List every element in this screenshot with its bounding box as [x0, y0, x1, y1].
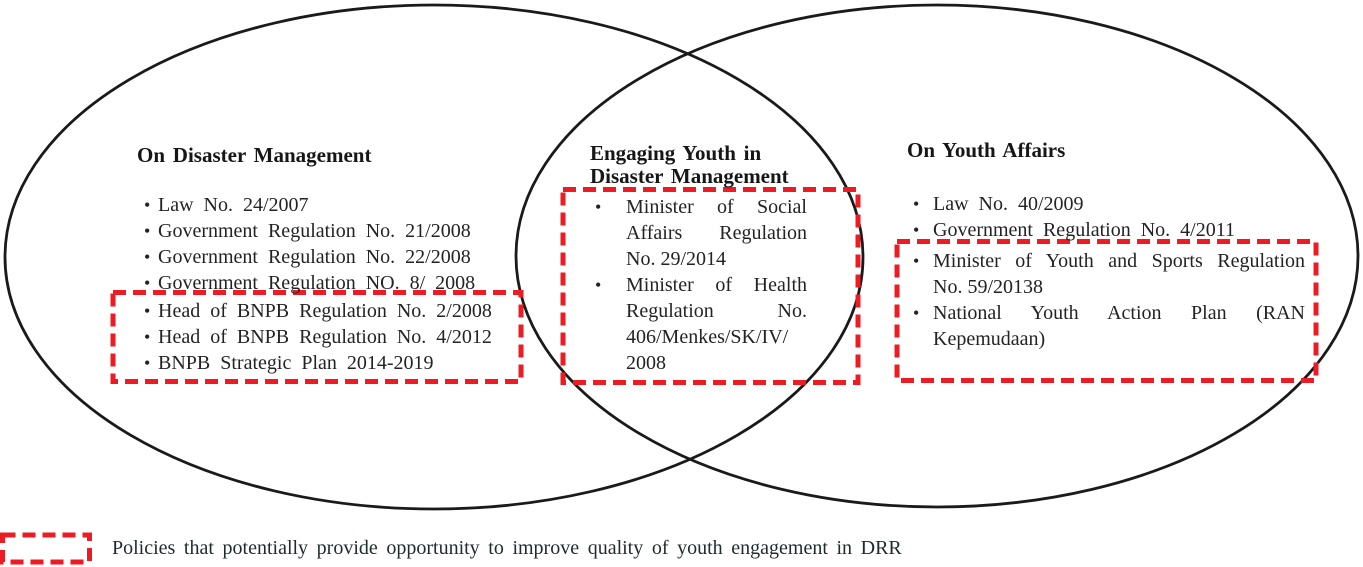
- list-item-text: National Youth Action Plan (RAN Kepemudaan): [933, 302, 1305, 350]
- center-section-title: [590, 142, 825, 188]
- bullet-icon: •: [595, 275, 602, 295]
- bullet-icon: •: [144, 353, 151, 373]
- bullet-icon: •: [144, 221, 151, 241]
- list-item-text: Minister of Youth and Sports Regulation No. 59/20138: [933, 250, 1305, 298]
- bullet-icon: •: [144, 247, 151, 267]
- list-item-highlighted: [595, 272, 807, 376]
- list-item-text: Government Regulation No. 21/2008: [158, 220, 471, 242]
- bullet-icon: •: [144, 327, 151, 347]
- list-item-text: Government Regulation No. 22/2008: [158, 246, 471, 268]
- list-item-text: Government Regulation NO. 8/ 2008: [158, 272, 476, 294]
- list-item-text: Law No. 24/2007: [158, 194, 309, 216]
- bullet-icon: •: [913, 194, 920, 214]
- list-item-text: Law No. 40/2009: [933, 193, 1084, 215]
- bullet-icon: •: [144, 273, 151, 293]
- list-item-highlighted: [595, 194, 807, 272]
- bullet-icon: •: [144, 301, 151, 321]
- list-item: [144, 270, 544, 296]
- bullet-icon: •: [595, 197, 602, 217]
- list-item-text: BNPB Strategic Plan 2014-2019: [158, 352, 434, 374]
- legend-label: Policies that potentially provide opportunity to improve quality of youth engagement in DRR: [112, 537, 902, 559]
- list-item: [913, 217, 1305, 243]
- bullet-icon: •: [144, 195, 151, 215]
- list-item: [913, 191, 1305, 217]
- list-item-highlighted: [913, 248, 1305, 300]
- list-item-text: Minister of Health Regulation No. 406/Menkes/SK/IV/ 2008: [626, 274, 807, 374]
- legend-swatch-box: [3, 535, 90, 562]
- list-item-text: Minister of Social Affairs Regulation No. 29/2014: [626, 196, 807, 270]
- list-item-text: Head of BNPB Regulation No. 2/2008: [158, 300, 492, 322]
- center-section-list: [595, 194, 807, 376]
- left-section-title: On Disaster Management: [137, 143, 372, 167]
- center-section-title-line: Disaster Management: [590, 164, 789, 188]
- list-item: [144, 244, 544, 270]
- bullet-icon: •: [913, 220, 920, 240]
- list-item-highlighted: [144, 324, 544, 350]
- bullet-icon: •: [913, 251, 920, 271]
- right-section-title: On Youth Affairs: [907, 138, 1066, 162]
- list-item: [144, 218, 544, 244]
- list-item: [144, 192, 544, 218]
- list-item-highlighted: [144, 350, 544, 376]
- right-section-list: [913, 191, 1305, 352]
- list-item-highlighted: [913, 300, 1305, 352]
- list-item-highlighted: [144, 298, 544, 324]
- list-item-text: Head of BNPB Regulation No. 4/2012: [158, 326, 492, 348]
- center-section-title-line: Engaging Youth in: [590, 141, 762, 165]
- left-section-list: [144, 192, 544, 376]
- bullet-icon: •: [913, 303, 920, 323]
- list-item-text: Government Regulation No. 4/2011: [933, 219, 1235, 241]
